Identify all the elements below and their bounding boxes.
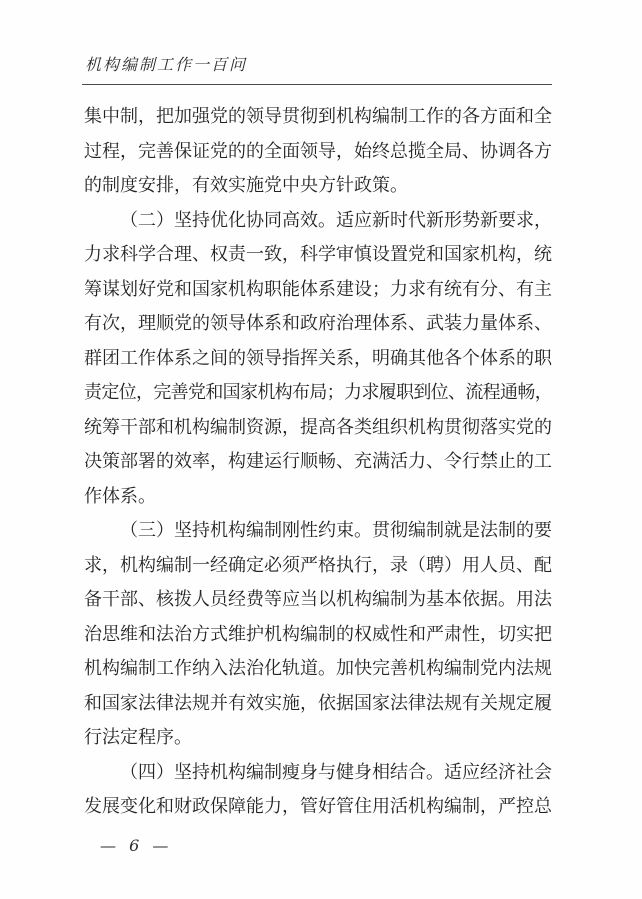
body-line: 发展变化和财政保障能力，管好管住用活机构编制，严控总 <box>84 796 552 817</box>
body-line: 决策部署的效率，构建运行顺畅、充满活力、令行禁止的工 <box>84 451 552 472</box>
body-line: 机构编制工作纳入法治化轨道。加快完善机构编制党内法规 <box>84 658 552 679</box>
body-line: 求，机构编制一经确定必须严格执行，录（聘）用人员、配 <box>84 554 552 576</box>
body-line: 群团工作体系之间的领导指挥关系，明确其他各个体系的职 <box>84 347 552 369</box>
body-line: 备干部、核拨人员经费等应当以机构编制为基本依据。用法 <box>84 589 552 610</box>
body-line: 和国家法律法规并有效实施，依据国家法律法规有关规定履 <box>84 692 552 714</box>
body-line: 作体系。 <box>84 485 156 507</box>
body-line: 筹谋划好党和国家机构职能体系建设；力求有统有分、有主 <box>84 278 552 300</box>
body-line: 有次，理顺党的领导体系和政府治理体系、武装力量体系、 <box>84 313 552 334</box>
running-header: 机构编制工作一百问 <box>85 55 248 74</box>
body-line: 的制度安排，有效实施党中央方针政策。 <box>84 175 408 196</box>
body-line: （三）坚持机构编制刚性约束。贯彻编制就是法制的要 <box>120 520 552 541</box>
body-line: 行法定程序。 <box>84 727 192 748</box>
body-line: （四）坚持机构编制瘦身与健身相结合。适应经济社会 <box>120 761 552 783</box>
body-line: 责定位，完善党和国家机构布局；力求履职到位、流程通畅， <box>84 382 552 403</box>
body-line: 统筹干部和机构编制资源，提高各类组织机构贯彻落实党的 <box>84 416 552 438</box>
body-line: （二）坚持优化协同高效。适应新时代新形势新要求， <box>120 209 552 231</box>
page-number: — 6 — <box>100 836 173 855</box>
header-rule <box>82 84 552 85</box>
body-line: 力求科学合理、权责一致，科学审慎设置党和国家机构，统 <box>84 244 552 265</box>
body-line: 治思维和法治方式维护机构编制的权威性和严肃性，切实把 <box>84 623 552 645</box>
body-line: 过程，完善保证党的的全面领导，始终总揽全局、协调各方 <box>84 140 552 162</box>
body-line: 集中制，把加强党的领导贯彻到机构编制工作的各方面和全 <box>84 106 552 127</box>
body-text <box>84 100 552 825</box>
